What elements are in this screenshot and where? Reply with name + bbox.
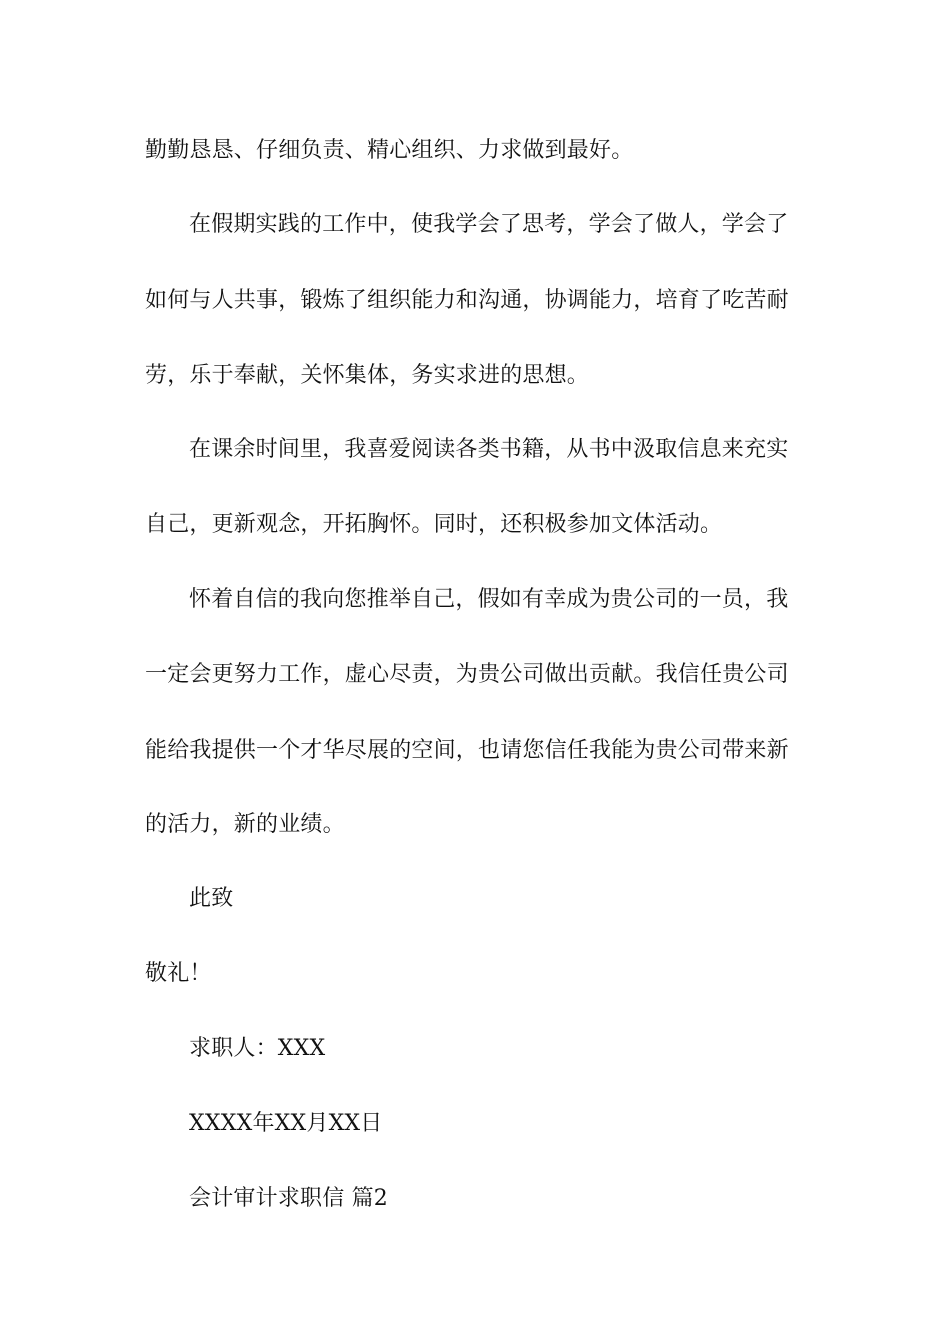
paragraph-line: 怀着自信的我向您推举自己，假如有幸成为贵公司的一员，我: [189, 587, 789, 612]
salutation-line: 敬礼！: [145, 961, 212, 986]
paragraph-line: 在假期实践的工作中，使我学会了思考，学会了做人，学会了: [189, 212, 789, 237]
paragraph-line: 自己，更新观念，开拓胸怀。同时，还积极参加文体活动。: [145, 512, 723, 537]
signature-line: 求职人：XXX: [189, 1036, 326, 1061]
paragraph-line: 一定会更努力工作，虚心尽责，为贵公司做出贡献。我信任贵公司: [145, 662, 789, 687]
date-line: XXXX年XX月XX日: [189, 1111, 383, 1136]
paragraph-line: 如何与人共事，锻炼了组织能力和沟通，协调能力，培育了吃苦耐: [145, 288, 789, 313]
paragraph-line: 勤勤恳恳、仔细负责、精心组织、力求做到最好。: [145, 138, 634, 163]
paragraph-line: 的活力，新的业绩。: [145, 812, 345, 837]
paragraph-line: 劳，乐于奉献，关怀集体，务实求进的思想。: [145, 363, 590, 388]
paragraph-line: 能给我提供一个才华尽展的空间，也请您信任我能为贵公司带来新: [145, 738, 789, 763]
paragraph-line: 在课余时间里，我喜爱阅读各类书籍，从书中汲取信息来充实: [189, 437, 789, 462]
closing-line: 此致: [189, 886, 234, 911]
section-heading: 会计审计求职信 篇2: [189, 1186, 388, 1211]
